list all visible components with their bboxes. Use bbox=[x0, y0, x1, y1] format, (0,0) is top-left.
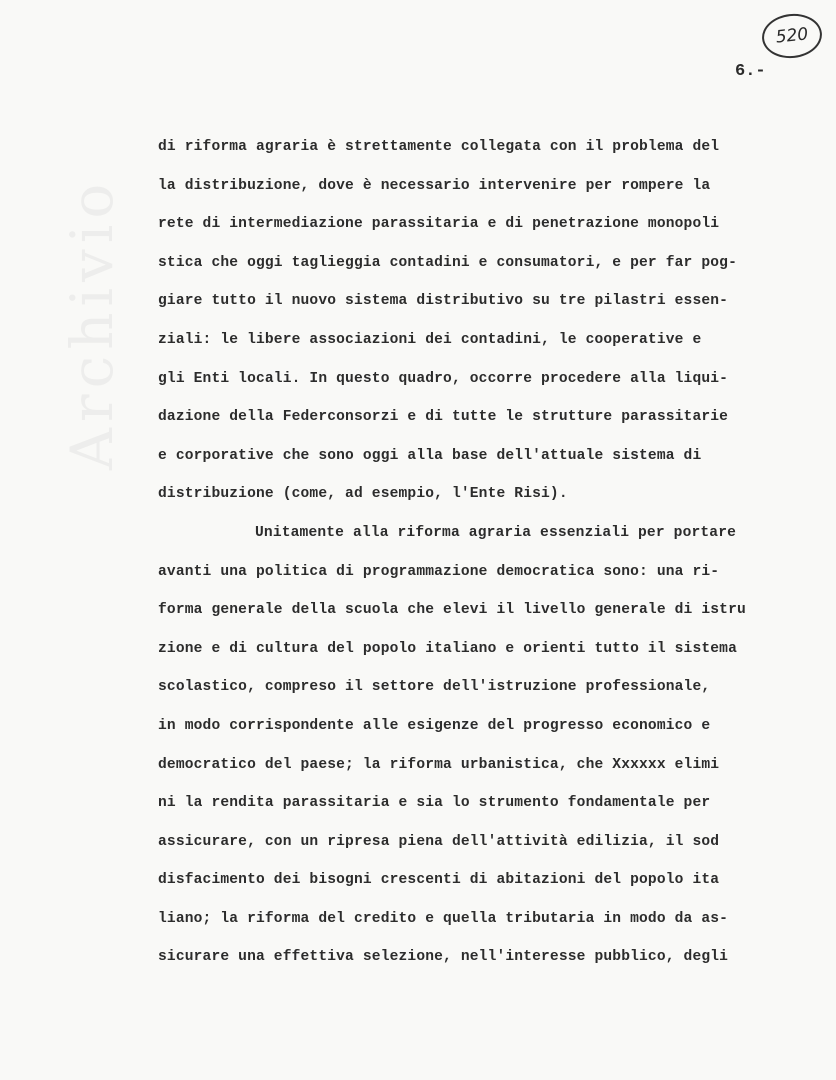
text-line: disfacimento dei bisogni crescenti di abitazioni del popolo ita bbox=[158, 872, 720, 889]
text-line: gli Enti locali. In questo quadro, occorre procedere alla liqui- bbox=[158, 370, 729, 387]
text-line: sicurare una effettiva selezione, nell'interesse pubblico, degli bbox=[158, 949, 729, 966]
text-line: di riforma agraria è strettamente collegata con il problema del bbox=[158, 139, 720, 155]
text-line: e corporative che sono oggi alla base dell'attuale sistema di bbox=[158, 447, 702, 464]
text-line: assicurare, con un ripresa piena dell'attività edilizia, il sod bbox=[158, 833, 720, 850]
text-line: liano; la riforma del credito e quella tributaria in modo da as- bbox=[158, 910, 729, 927]
text-line: dazione della Federconsorzi e di tutte le strutture parassitarie bbox=[158, 409, 729, 426]
text-line: forma generale della scuola che elevi il livello generale di istru bbox=[158, 602, 746, 619]
archive-stamp: 520 bbox=[760, 11, 824, 61]
text-line: Unitamente alla riforma agraria essenziali per portare bbox=[255, 524, 737, 541]
text-line: ziali: le libere associazioni dei contadini, le cooperative e bbox=[158, 331, 702, 348]
archive-watermark: Archivio bbox=[58, 177, 126, 470]
text-line: zione e di cultura del popolo italiano e orienti tutto il sistema bbox=[158, 640, 737, 657]
text-line: stica che oggi taglieggia contadini e consumatori, e per far pog- bbox=[158, 254, 737, 271]
text-line: la distribuzione, dove è necessario intervenire per rompere la bbox=[158, 177, 711, 194]
document-body bbox=[158, 128, 808, 977]
text-line: democratico del paese; la riforma urbanistica, che Xxxxxx elimi bbox=[158, 756, 720, 773]
text-line: avanti una politica di programmazione democratica sono: una ri- bbox=[158, 563, 720, 580]
text-line: scolastico, compreso il settore dell'istruzione professionale, bbox=[158, 679, 711, 696]
text-line: giare tutto il nuovo sistema distributivo su tre pilastri essen- bbox=[158, 293, 729, 310]
text-line: ni la rendita parassitaria e sia lo strumento fondamentale per bbox=[158, 795, 711, 812]
text-line: distribuzione (come, ad esempio, l'Ente Risi). bbox=[158, 486, 568, 503]
page-number: 6.- bbox=[735, 62, 766, 81]
text-line: rete di intermediazione parassitaria e di penetrazione monopoli bbox=[158, 216, 720, 233]
text-line: in modo corrispondente alle esigenze del progresso economico e bbox=[158, 717, 711, 734]
